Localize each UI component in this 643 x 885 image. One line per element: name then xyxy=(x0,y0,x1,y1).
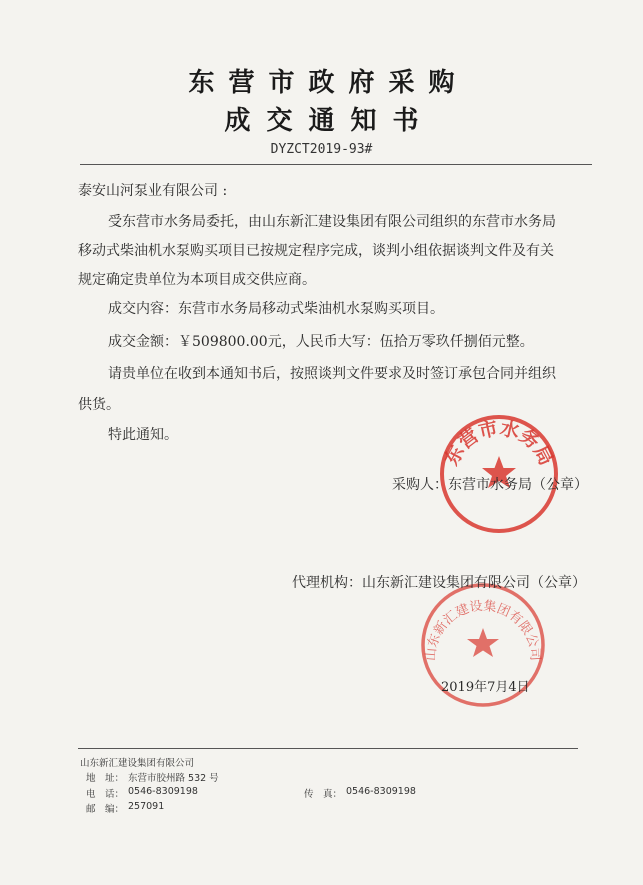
footer-postcode: 257091 xyxy=(128,801,165,812)
footer-phone: 0546-8309198 xyxy=(128,786,198,797)
footer-divider xyxy=(78,748,578,749)
footer-postcode-label: 邮 编： xyxy=(86,804,125,815)
svg-text:山东新汇建设集团有限公司: 山东新汇建设集团有限公司 xyxy=(423,598,543,662)
footer-address: 东营市胶州路 532 号 xyxy=(128,773,219,784)
paragraph-1-line-3: 规定确定贵单位为本项目成交供应商。 xyxy=(78,272,316,288)
paragraph-3-line-2: 供货。 xyxy=(78,397,120,413)
document-number: DYZCT2019-93# xyxy=(270,142,373,157)
document-subtitle: 成交通知书 xyxy=(224,106,435,136)
agency-signature: 代理机构：山东新汇建设集团有限公司（公章） xyxy=(292,575,586,591)
paragraph-1-line-2: 移动式柴油机水泵购买项目已按规定程序完成，谈判小组依据谈判文件及有关 xyxy=(78,243,554,259)
header-divider xyxy=(80,164,592,165)
svg-text:东营市水务局: 东营市水务局 xyxy=(440,417,558,470)
closing-text: 特此通知。 xyxy=(108,427,178,443)
purchaser-signature: 采购人：东营市水务局（公章） xyxy=(392,477,588,493)
deal-amount: 成交金额：￥509800.00元，人民币大写：伍拾万零玖仟捌佰元整。 xyxy=(108,334,534,350)
issue-date: 2019年7月4日 xyxy=(441,680,530,695)
footer-fax-label: 传 真： xyxy=(304,789,343,800)
footer-fax: 0546-8309198 xyxy=(346,786,416,797)
footer-company: 山东新汇建设集团有限公司 xyxy=(80,758,195,769)
deal-content: 成交内容：东营市水务局移动式柴油机水泵购买项目。 xyxy=(108,301,444,317)
document-title: 东营市政府采购 xyxy=(188,68,469,98)
recipient: 泰安山河泵业有限公司 : xyxy=(78,183,228,199)
footer-phone-label: 电 话： xyxy=(86,789,125,800)
footer-address-label: 地 址： xyxy=(86,773,125,784)
paragraph-3-line-1: 请贵单位在收到本通知书后，按照谈判文件要求及时签订承包合同并组织 xyxy=(108,366,556,382)
paragraph-1-line-1: 受东营市水务局委托，由山东新汇建设集团有限公司组织的东营市水务局 xyxy=(108,214,556,230)
